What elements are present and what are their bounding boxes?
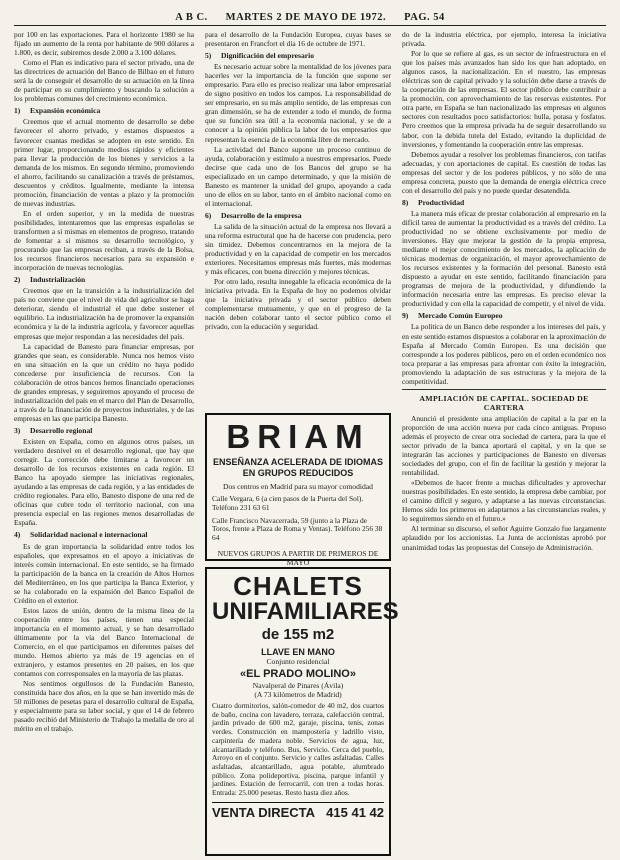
paragraph: Anunció el presidente una ampliación de capital a la par en la proporción de una acción nueva por cada cinco antiguas. Propuso además el proyecto de crear otra sociedad de cartera, para la que el sector privado de la banca aportará el capital, y en la que se integrarán las acciones y participaciones de Banesto en diversas sociedades del grupo, con el fin de facilitar la gestión y mejorar la rentabilidad. [402, 413, 606, 478]
section-number: 6) [205, 210, 212, 220]
paragraph: Es de gran importancia la solidaridad entre todos los españoles, que expresamos en el apoyo a iniciativas de interés común internacional. En este sentido, se ha firmado la participación de la banca en la creación de Altos Hornos del Mediterráneo, en los que participa la Banca Exterior, y se ha colaborado en la expansión del Banco Español de Crédito en el exterior. [14, 541, 194, 605]
section-title: Productividad [418, 197, 465, 207]
divider [402, 389, 606, 390]
chalets-title: CHALETS [233, 571, 363, 601]
briam-address-1: Calle Vergara, 6 (a cien pasos de la Puerta del Sol). Teléfono 231 63 61 [212, 494, 364, 512]
paragraph: Como el Plan es indicativo para el sector privado, una de las directrices de actuación del Banco de Bilbao en el futuro será la de conseguir el desarrollo de su actuación en la línea de participar en su cumplimiento y buscando la solución a los problemas comunes del crecimiento económico. [14, 58, 194, 104]
section-number: 1) [14, 106, 21, 116]
paragraph: La manera más eficaz de prestar colaboración al empresario en la difícil tarea de aumentar la productividad es a través del crédito. La productividad no se obtiene exclusivamente por medio de inversiones. Hay que mejorar la gestión de la propia empresa, mediante el mejor conocimiento de los mercados, la aplicación de técnicas modernas de organización, el mayor aprovechamiento de los recursos existentes y la formación del personal. Banesto está dispuesto a ayudar en este sentido, facilitando financiación para programas de mejora de la productividad, y difundiendo la información necesaria entre las empresas. Es preciso elevar la productividad y con ella la capacidad de competir, y el nivel de vida. [402, 208, 606, 309]
chalets-distance: (A 73 kilómetros de Madrid) [254, 690, 342, 699]
section-title: Desarrollo regional [30, 425, 93, 435]
section-number: 3) [14, 425, 21, 435]
page-number: PAG. 54 [404, 12, 445, 23]
section-number: 9) [402, 311, 409, 321]
paragraph: Creemos que el actual momento de desarrollo se debe favorecer el ahorro privado, y estamos dispuestos a favorecer cuantas medidas se adopten en este sentido. En primer lugar, proporcionando medios rápidos y eficientes para llevar la producción de los bienes y servicios a la demanda de los mismos. En segundo término, promoviendo el ahorro, facilitando su canalización a través de préstamos, descuentos y créditos. Igualmente, mediante la intensa promoción, financiación de ventas a plazo y la promoción de nuevas industrias. [14, 117, 194, 208]
section-heading [402, 198, 606, 207]
issue-date: MARTES 2 DE MAYO DE 1972. [225, 12, 387, 23]
section-heading [205, 51, 391, 60]
paragraph: Creemos que en la transición a la industrialización del país no conviene que el nivel de vida del agricultor se haga deteriorar, siendo el industrial el que debe sostener el equilibrio. La industrialización ha de promover la expansión económica y la de la industria agrícola, y favorecer aquellas empresas que mejor respondan a las necesidades del país. [14, 286, 194, 341]
section-heading [14, 106, 194, 115]
paragraph: La salida de la situación actual de la empresa nos llevará a una reforma estructural que ha de hacerse con prudencia, pero sin timidez. Debemos concentrarnos en la mejora de la productividad y en la capacidad de competir en los mercados exteriores. Necesitamos empresas más fuertes, más modernas y más eficaces, con buena dirección y mejores técnicas. [205, 221, 391, 277]
briam-address-2: Calle Francisco Navacerrada, 59 (junto a la Plaza de Toros, frente a Plaza de Roma y Ventas). Teléfono 256 38 64 [212, 515, 383, 543]
section-number: 8) [402, 197, 409, 207]
chalets-sales-line [212, 802, 384, 820]
paragraph: Es necesario actuar sobre la mentalidad de los jóvenes para hacerles ver la importancia de la función que supone ser empresario. Para ello es preciso realizar una labor empresarial de signo positivo en todos los campos. La responsabilidad de ser empresario, en su más amplio sentido, de las empresas con gran dimensión, se ha de extender a todo el mundo, de forma que su función sea útil a la economía nacional, y se de a conocer a la opinión pública la labor de los empresarios que representan la esencia de la economía libre de mercado. [205, 62, 391, 144]
paragraph: La política de un Banco debe responder a los intereses del país, y en este sentido estamos dispuestos a colaborar en la aproximación de España al Mercado Común Europeo. Es una decisión que corresponde a los poderes públicos, pero en el orden económico nos toca preparar a las empresas para afrontar con éxito la integración, promoviendo la adaptación de sus estructuras y la mejora de la competitividad. [402, 322, 606, 386]
article-subheading: AMPLIACIÓN DE CAPITAL. SOCIEDAD DE CARTERA [419, 393, 589, 412]
section-heading [14, 530, 194, 539]
briam-brand: BRIAM [226, 418, 370, 455]
chalets-complex: Conjunto residencial [266, 657, 330, 666]
section-number: 4) [14, 530, 21, 540]
section-title: Mercado Común Europeo [418, 311, 503, 321]
section-number: 2) [14, 275, 21, 285]
paragraph: Al terminar su discurso, el señor Aguirre Gonzalo fue largamente aplaudido por los accionistas. La Junta de accionistas aprobó por unanimidad todas las propuestas del Consejo de Administración. [402, 524, 606, 552]
section-title: Solidaridad nacional e internacional [30, 530, 148, 540]
section-title: Industrialización [30, 275, 86, 285]
section-title: Desarrollo de la empresa [221, 210, 302, 220]
chalets-phone: 415 41 42 [326, 804, 384, 820]
paragraph: Por lo que se refiere al gas, es un sector de infraestructura en el que los países más avanzados han sido los que han adoptado, en algunos casos, la nacionalización. En el nuestro, las empresas eléctricas son de capital privado y la solución debe darse a través de la cooperación de las empresas. El sector público debe contribuir a la promoción, con aprovechamiento de las reservas existentes. Por otra parte, en España se han nacionalizado las empresas en algunos sectores con resultados poco satisfactorios: hulla, potasa y fosfatos. Pero creemos que la empresa privada ha de seguir desarrollando su labor, con la debida tutela del Estado, evitando la duplicidad de inversiones, y fomentando la cooperación entre las empresas. [402, 49, 606, 149]
section-title: Expansión económica [30, 106, 101, 116]
chalets-name: «EL PRADO MOLINO» [240, 668, 356, 680]
column-right [402, 30, 606, 856]
paragraph: Estos lazos de unión, dentro de la misma línea de la cooperación entre los países, tienen una especial importancia en el momento actual, y se han desarrollado últimamente por la vía del Banco Internacional de Comercio, en el que participamos en diferentes países del mundo. Hemos abierto ya más de 19 agencias en el extranjero, y estamos presentes en 20 países, en los que contamos con corresponsales en la mayoría de las plazas. [14, 605, 194, 679]
paragraph: para el desarrollo de la Fundación Europea, cuyas bases se presentaron en Francfort el día 16 de octubre de 1971. [205, 30, 391, 49]
paragraph: Nos sentimos orgullosos de la Fundación Banesto, constituida hace dos años, en la que se han invertido más de 50 millones de pesetas para el desarrollo cultural de España, y especialmente para su labor social, y que el 14 de febrero pasado recibió del Ministerio de Trabajo la medalla de oro al mérito en el trabajo. [14, 679, 194, 734]
paragraph: do de la industria eléctrica, por ejemplo, interesa la iniciativa privada. [402, 30, 606, 49]
section-heading [402, 311, 606, 320]
page-header [14, 8, 606, 26]
chalets-subtitle: UNIFAMILIARES [212, 598, 399, 625]
paragraph: Debemos ayudar a resolver los problemas financieros, con tarifas adecuadas, y con aportaciones de capital. Es cuestión de todas las empresas del sector y de los poderes públicos, y no sólo de una empresa concreta, puesto que la demanda de energía eléctrica crece con el desarrollo del país y no puede quedar desatendida. [402, 149, 606, 195]
column-left [14, 30, 194, 856]
briam-subtitle: Dos centros en Madrid para su mayor comodidad [223, 482, 373, 491]
paragraph: En el orden superior, y en la medida de nuestras posibilidades, intentaremos que las empresas españolas se transformen a sí mismas en elementos de progreso, tratando de fomentar a sí mismos su desarrollo tecnológico, y procurando que las empresas reciban, a través de la Bolsa, los recursos financieros necesarios para su expansión e incorporación de nuevas tecnologías. [14, 208, 194, 273]
chalets-venta: VENTA DIRECTA [212, 804, 316, 820]
briam-note: NUEVOS GRUPOS A PARTIR DE PRIMEROS DE MAYO [217, 548, 379, 567]
chalets-location: Navalperal de Pinares (Ávila) [252, 681, 344, 690]
section-heading [14, 426, 194, 435]
section-heading [205, 211, 391, 220]
paragraph: «Debemos de hacer frente a muchas dificultades y aprovechar nuestras posibilidades. En este sentido, la empresa debe cambiar, por el camino difícil y seguro, y adaptarse a las nuevas circunstancias. Hemos sido los primeros en adaptarnos a las circunstancias reales, y lo seguiremos siendo en el futuro.» [402, 478, 606, 524]
paragraph: La capacidad de Banesto para financiar empresas, por grandes que sean, es considerable. Nunca nos hemos visto en una situación en la que un crédito no haya podido concederse por insuficiencia de recursos. Con la colaboración de otros bancos hemos financiado operaciones de grandes empresas, y seguiremos apoyando el proceso de industrialización del país en el marco del Plan de Desarrollo, a través de la financiación de proyectos industriales, y de las empresas en las que participa Banesto. [14, 341, 194, 423]
newspaper-name: A B C. [175, 12, 208, 23]
briam-advertisement [205, 413, 391, 567]
briam-headline: ENSEÑANZA ACELERADA DE IDIOMAS EN GRUPOS REDUCIDOS [212, 457, 383, 478]
chalets-size: de 155 m2 [261, 626, 335, 643]
paragraph: La actividad del Banco supone un proceso continuo de ayuda, colaboración y estímulo a nuestros empresarios. Puede decirse que cada uno de los Bancos del grupo se ha especializado en un campo determinado, y que la misión de Banesto es mantener la unidad del grupo, apoyando a cada uno de ellos en su labor, tanto en el ámbito nacional como en el internacional. [205, 144, 391, 208]
chalets-description: Cuatro dormitorios, salón-comedor de 40 m2, dos cuartos de baño, cocina con lavadero, terraza, calefacción central, jardín privado de 600 m2, garaje, piscina, tenis, zonas verdes. Construcción en mampostería y ladrillo visto, carpintería de madera noble. Servicios de agua, luz, alcantarillado y teléfono. Bus, Servicio. Cerca del pueblo, Arroyo en el conjunto. Servicio y calles asfaltadas. Calles asfaltadas, alcantarillado, agua potable, alumbrado público. Zona polideportiva, piscina, parque infantil y jardines. Estación de ferrocarril, con tren a todas horas. Entrada: 25.000 pesetas. Resto hasta diez años. [212, 701, 384, 798]
column-middle [205, 30, 391, 410]
section-title: Dignificación del empresario [221, 51, 315, 61]
paragraph: por 100 en las exportaciones. Para el horizonte 1980 se ha fijado un aumento de la renta por habitante de 900 dólares a 1.800, es decir, subiremos desde 2.000 a 3.100 dólares. [14, 30, 194, 58]
section-heading [14, 275, 194, 284]
paragraph: Existen en España, como en algunos otros países, un verdadero desnivel en el desarrollo regional, que hay que corregir. La corrección debe limitarse a favorecer un desarrollo de los recursos existentes en cada región. El Banco ha apoyado siempre las iniciativas regionales, ayudando a las empresas de cada región, y a las entidades de crédito regionales. Para ello, Banesto dispone de una red de oficinas que cubre todo el territorio nacional, con una presencia especial en las regiones menos desarrolladas de España. [14, 437, 194, 528]
paragraph: Por otro lado, resulta innegable la eficacia económica de la iniciativa privada. En la España de hoy no podemos olvidar que la iniciativa privada y el sector público deben complementarse mutuamente, y que en el progreso de la nación deben colaborar tanto el sector público como el privado, con la educación y seguridad. [205, 277, 391, 332]
section-number: 5) [205, 51, 212, 61]
chalets-advertisement [205, 567, 399, 856]
chalets-keys: LLAVE EN MANO [261, 647, 335, 657]
